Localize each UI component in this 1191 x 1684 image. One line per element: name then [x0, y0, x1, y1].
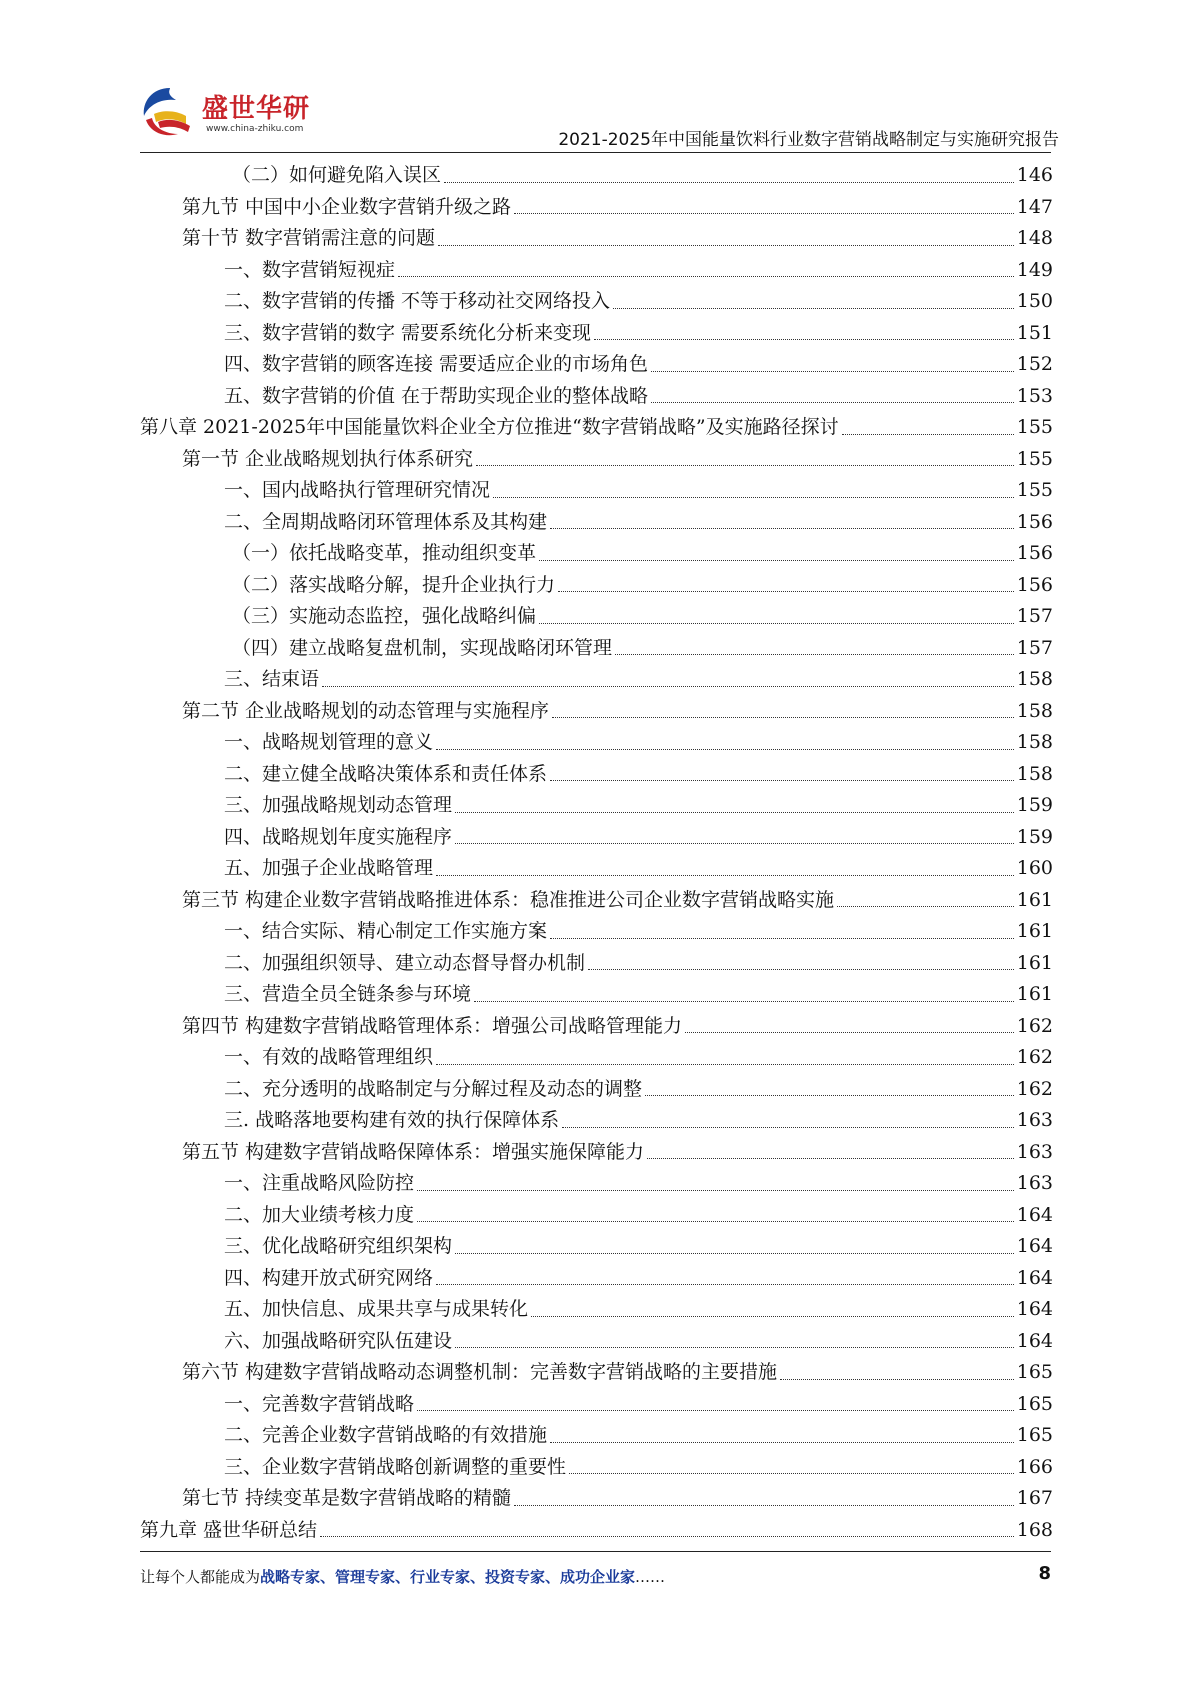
toc-entry-page: 164	[1016, 1235, 1053, 1257]
toc-entry-page: 159	[1016, 825, 1053, 848]
toc-entry-title: 第四节 构建数字营销战略管理体系：增强公司战略管理能力	[182, 1014, 683, 1037]
toc-leader-dots	[539, 623, 1014, 624]
toc-leader-dots	[539, 560, 1014, 561]
toc-leader-dots	[615, 654, 1014, 655]
report-title: 2021-2025年中国能量饮料行业数字营销战略制定与实施研究报告	[558, 130, 1059, 150]
company-logo	[140, 84, 310, 146]
toc-entry-title: 二、数字营销的传播 不等于移动社交网络投入	[224, 290, 611, 312]
toc-entry-title: 一、国内战略执行管理研究情况	[224, 479, 491, 501]
toc-leader-dots	[780, 1379, 1014, 1380]
toc-entry-page: 158	[1016, 699, 1053, 722]
toc-entry-page: 165	[1016, 1361, 1053, 1383]
toc-entry[interactable]	[140, 255, 1053, 287]
toc-leader-dots	[438, 245, 1014, 246]
toc-leader-dots	[550, 938, 1014, 939]
toc-entry-page: 157	[1016, 636, 1053, 659]
toc-entry[interactable]	[140, 1231, 1053, 1263]
toc-entry[interactable]	[140, 822, 1053, 854]
toc-entry[interactable]	[140, 1483, 1053, 1515]
toc-entry-title: （一）依托战略变革，推动组织变革	[232, 542, 537, 564]
toc-entry-page: 153	[1016, 384, 1053, 407]
header-divider	[140, 152, 1051, 153]
toc-entry[interactable]	[140, 444, 1053, 476]
toc-entry-page: 161	[1016, 951, 1053, 974]
toc-entry[interactable]	[140, 507, 1053, 539]
toc-entry-title: 二、完善企业数字营销战略的有效措施	[224, 1424, 548, 1446]
logo-name: 盛世华研	[202, 94, 311, 124]
toc-leader-dots	[550, 780, 1014, 781]
toc-entry-page: 150	[1016, 290, 1053, 312]
toc-entry-page: 148	[1016, 227, 1053, 249]
toc-entry-title: 六、加强战略研究队伍建设	[224, 1329, 453, 1352]
toc-entry[interactable]	[140, 1326, 1053, 1358]
toc-entry[interactable]	[140, 223, 1053, 255]
toc-entry-title: 三. 战略落地要构建有效的执行保障体系	[224, 1109, 560, 1131]
toc-entry[interactable]	[140, 727, 1053, 759]
toc-entry[interactable]	[140, 1168, 1053, 1200]
toc-leader-dots	[322, 686, 1014, 687]
toc-entry[interactable]	[140, 412, 1053, 444]
toc-entry[interactable]	[140, 885, 1053, 917]
toc-entry-title: 第三节 构建企业数字营销战略推进体系：稳准推进公司企业数字营销战略实施	[182, 888, 835, 911]
toc-leader-dots	[514, 213, 1014, 214]
toc-entry-title: 二、全周期战略闭环管理体系及其构建	[224, 510, 548, 533]
toc-entry-title: 三、营造全员全链条参与环境	[224, 983, 472, 1005]
toc-entry-page: 156	[1016, 573, 1053, 596]
toc-leader-dots	[417, 1190, 1014, 1191]
toc-entry-title: 二、建立健全战略决策体系和责任体系	[224, 762, 548, 785]
toc-entry[interactable]	[140, 475, 1053, 507]
toc-leader-dots	[436, 1064, 1014, 1065]
toc-entry-page: 162	[1016, 1014, 1053, 1037]
toc-entry-page: 159	[1016, 794, 1053, 816]
toc-entry[interactable]	[140, 1074, 1053, 1106]
toc-entry-page: 165	[1016, 1424, 1053, 1446]
toc-entry[interactable]	[140, 538, 1053, 570]
toc-entry-title: 三、数字营销的数字 需要系统化分析来变现	[224, 321, 592, 344]
toc-entry[interactable]	[140, 759, 1053, 791]
toc-leader-dots	[562, 1127, 1014, 1128]
toc-entry-page: 164	[1016, 1266, 1053, 1289]
toc-entry[interactable]	[140, 948, 1053, 980]
toc-entry[interactable]	[140, 1420, 1053, 1452]
toc-leader-dots	[474, 1001, 1014, 1002]
toc-entry[interactable]	[140, 1011, 1053, 1043]
toc-leader-dots	[455, 812, 1014, 813]
toc-leader-dots	[444, 182, 1014, 183]
toc-entry-title: 一、战略规划管理的意义	[224, 731, 434, 753]
toc-leader-dots	[550, 528, 1014, 529]
toc-leader-dots	[842, 434, 1014, 435]
toc-entry[interactable]	[140, 1294, 1053, 1326]
toc-entry-page: 151	[1016, 321, 1053, 344]
toc-leader-dots	[455, 1253, 1014, 1254]
toc-entry-page: 155	[1016, 416, 1053, 438]
toc-leader-dots	[558, 591, 1014, 592]
toc-entry[interactable]	[140, 853, 1053, 885]
toc-entry-page: 168	[1016, 1518, 1053, 1541]
toc-entry-title: 二、加大业绩考核力度	[224, 1203, 415, 1226]
toc-entry[interactable]	[140, 192, 1053, 224]
toc-entry-title: 二、加强组织领导、建立动态督导督办机制	[224, 951, 586, 974]
toc-entry-page: 163	[1016, 1172, 1053, 1194]
toc-leader-dots	[436, 749, 1014, 750]
page-number: 8	[1038, 1563, 1051, 1584]
toc-entry-title: 五、加快信息、成果共享与成果转化	[224, 1298, 529, 1320]
toc-leader-dots	[588, 969, 1014, 970]
toc-entry-title: 第二节 企业战略规划的动态管理与实施程序	[182, 699, 550, 722]
slogan-highlight: 战略专家、管理专家、行业专家、投资专家、成功企业家	[260, 1568, 636, 1586]
toc-leader-dots	[837, 906, 1014, 907]
toc-leader-dots	[550, 1442, 1014, 1443]
footer-slogan	[140, 1566, 665, 1587]
toc-leader-dots	[531, 1316, 1014, 1317]
toc-entry-title: 三、结束语	[224, 668, 320, 690]
toc-entry[interactable]	[140, 286, 1053, 318]
toc-entry-page: 161	[1016, 888, 1053, 911]
logo-url: www.china-zhiku.com	[206, 124, 304, 134]
toc-entry[interactable]	[140, 1200, 1053, 1232]
toc-entry[interactable]	[140, 1452, 1053, 1484]
toc-entry[interactable]	[140, 1263, 1053, 1295]
toc-entry-page: 162	[1016, 1046, 1053, 1068]
toc-leader-dots	[417, 1221, 1014, 1222]
toc-entry[interactable]	[140, 979, 1053, 1011]
toc-entry-page: 146	[1016, 164, 1053, 186]
toc-leader-dots	[436, 1284, 1014, 1285]
toc-leader-dots	[651, 402, 1014, 403]
toc-entry[interactable]	[140, 1042, 1053, 1074]
toc-leader-dots	[417, 1410, 1014, 1411]
toc-entry-page: 165	[1016, 1392, 1053, 1415]
toc-entry[interactable]	[140, 916, 1053, 948]
table-of-contents	[140, 160, 1053, 1546]
toc-entry-title: 一、完善数字营销战略	[224, 1392, 415, 1415]
toc-entry-title: 第五节 构建数字营销战略保障体系：增强实施保障能力	[182, 1140, 645, 1163]
toc-entry-title: 二、充分透明的战略制定与分解过程及动态的调整	[224, 1077, 643, 1100]
toc-entry-title: 三、加强战略规划动态管理	[224, 794, 453, 816]
toc-entry-title: 第八章 2021-2025年中国能量饮料企业全方位推进“数字营销战略”及实施路径探讨	[140, 416, 839, 438]
toc-entry-title: 第十节 数字营销需注意的问题	[182, 227, 436, 249]
toc-entry-page: 167	[1016, 1487, 1053, 1509]
toc-entry-page: 164	[1016, 1203, 1053, 1226]
toc-leader-dots	[685, 1032, 1014, 1033]
toc-entry-page: 158	[1016, 668, 1053, 690]
toc-entry-page: 163	[1016, 1140, 1053, 1163]
toc-leader-dots	[651, 371, 1014, 372]
toc-entry-title: （三）实施动态监控，强化战略纠偏	[232, 605, 537, 627]
toc-entry-page: 157	[1016, 605, 1053, 627]
toc-leader-dots	[569, 1473, 1014, 1474]
toc-entry-page: 158	[1016, 762, 1053, 785]
toc-entry-title: 五、加强子企业战略管理	[224, 857, 434, 879]
toc-entry-page: 155	[1016, 447, 1053, 470]
toc-entry-page: 166	[1016, 1455, 1053, 1478]
toc-entry[interactable]	[140, 1389, 1053, 1421]
toc-entry-page: 164	[1016, 1329, 1053, 1352]
toc-entry-page: 152	[1016, 353, 1053, 375]
toc-entry[interactable]	[140, 633, 1053, 665]
toc-entry-title: 四、数字营销的顾客连接 需要适应企业的市场角色	[224, 353, 649, 375]
page-header	[0, 0, 1191, 150]
toc-entry[interactable]	[140, 696, 1053, 728]
footer-divider	[140, 1551, 1051, 1552]
toc-entry[interactable]	[140, 318, 1053, 350]
toc-entry-page: 161	[1016, 920, 1053, 942]
toc-entry-title: （二）如何避免陷入误区	[232, 164, 442, 186]
toc-entry-title: 第六节 构建数字营销战略动态调整机制：完善数字营销战略的主要措施	[182, 1361, 778, 1383]
toc-entry-page: 149	[1016, 258, 1053, 281]
toc-entry-title: （二）落实战略分解，提升企业执行力	[232, 573, 556, 596]
toc-leader-dots	[476, 465, 1014, 466]
toc-entry-page: 156	[1016, 542, 1053, 564]
toc-entry-title: 五、数字营销的价值 在于帮助实现企业的整体战略	[224, 384, 649, 407]
toc-entry-title: 一、有效的战略管理组织	[224, 1046, 434, 1068]
toc-leader-dots	[455, 843, 1014, 844]
toc-entry[interactable]	[140, 1105, 1053, 1137]
toc-entry[interactable]	[140, 664, 1053, 696]
toc-entry-page: 156	[1016, 510, 1053, 533]
toc-leader-dots	[455, 1347, 1014, 1348]
toc-leader-dots	[594, 339, 1014, 340]
toc-leader-dots	[398, 276, 1014, 277]
toc-leader-dots	[493, 497, 1014, 498]
toc-leader-dots	[645, 1095, 1014, 1096]
toc-entry[interactable]	[140, 1357, 1053, 1389]
toc-entry-title: 一、结合实际、精心制定工作实施方案	[224, 920, 548, 942]
toc-entry-title: 第一节 企业战略规划执行体系研究	[182, 447, 474, 470]
toc-entry-title: 第七节 持续变革是数字营销战略的精髓	[182, 1487, 512, 1509]
toc-leader-dots	[514, 1505, 1014, 1506]
toc-entry[interactable]	[140, 381, 1053, 413]
toc-entry-page: 160	[1016, 857, 1053, 879]
toc-entry[interactable]	[140, 1137, 1053, 1169]
toc-entry-page: 161	[1016, 983, 1053, 1005]
toc-leader-dots	[436, 875, 1014, 876]
toc-leader-dots	[552, 717, 1014, 718]
slogan-suffix: ……	[635, 1568, 666, 1586]
toc-entry-title: 三、优化战略研究组织架构	[224, 1235, 453, 1257]
toc-entry-title: 一、注重战略风险防控	[224, 1172, 415, 1194]
toc-entry-page: 147	[1016, 195, 1053, 218]
toc-entry-page: 163	[1016, 1109, 1053, 1131]
toc-entry[interactable]	[140, 349, 1053, 381]
toc-entry-title: 第九章 盛世华研总结	[140, 1518, 318, 1541]
toc-entry[interactable]	[140, 160, 1053, 192]
toc-entry-title: 四、战略规划年度实施程序	[224, 825, 453, 848]
toc-entry-title: （四）建立战略复盘机制，实现战略闭环管理	[232, 636, 613, 659]
logo-emblem-icon	[140, 84, 202, 140]
toc-leader-dots	[613, 308, 1014, 309]
toc-leader-dots	[320, 1536, 1014, 1537]
toc-entry-title: 三、企业数字营销战略创新调整的重要性	[224, 1455, 567, 1478]
toc-entry[interactable]	[140, 790, 1053, 822]
toc-entry[interactable]	[140, 570, 1053, 602]
toc-entry-title: 四、构建开放式研究网络	[224, 1266, 434, 1289]
toc-entry-page: 162	[1016, 1077, 1053, 1100]
slogan-prefix: 让每个人都能成为	[140, 1568, 261, 1586]
toc-entry-title: 一、数字营销短视症	[224, 258, 396, 281]
toc-leader-dots	[647, 1158, 1014, 1159]
toc-entry[interactable]	[140, 1515, 1053, 1547]
toc-entry-page: 155	[1016, 479, 1053, 501]
toc-entry-page: 164	[1016, 1298, 1053, 1320]
toc-entry[interactable]	[140, 601, 1053, 633]
toc-entry-title: 第九节 中国中小企业数字营销升级之路	[182, 195, 512, 218]
toc-entry-page: 158	[1016, 731, 1053, 753]
